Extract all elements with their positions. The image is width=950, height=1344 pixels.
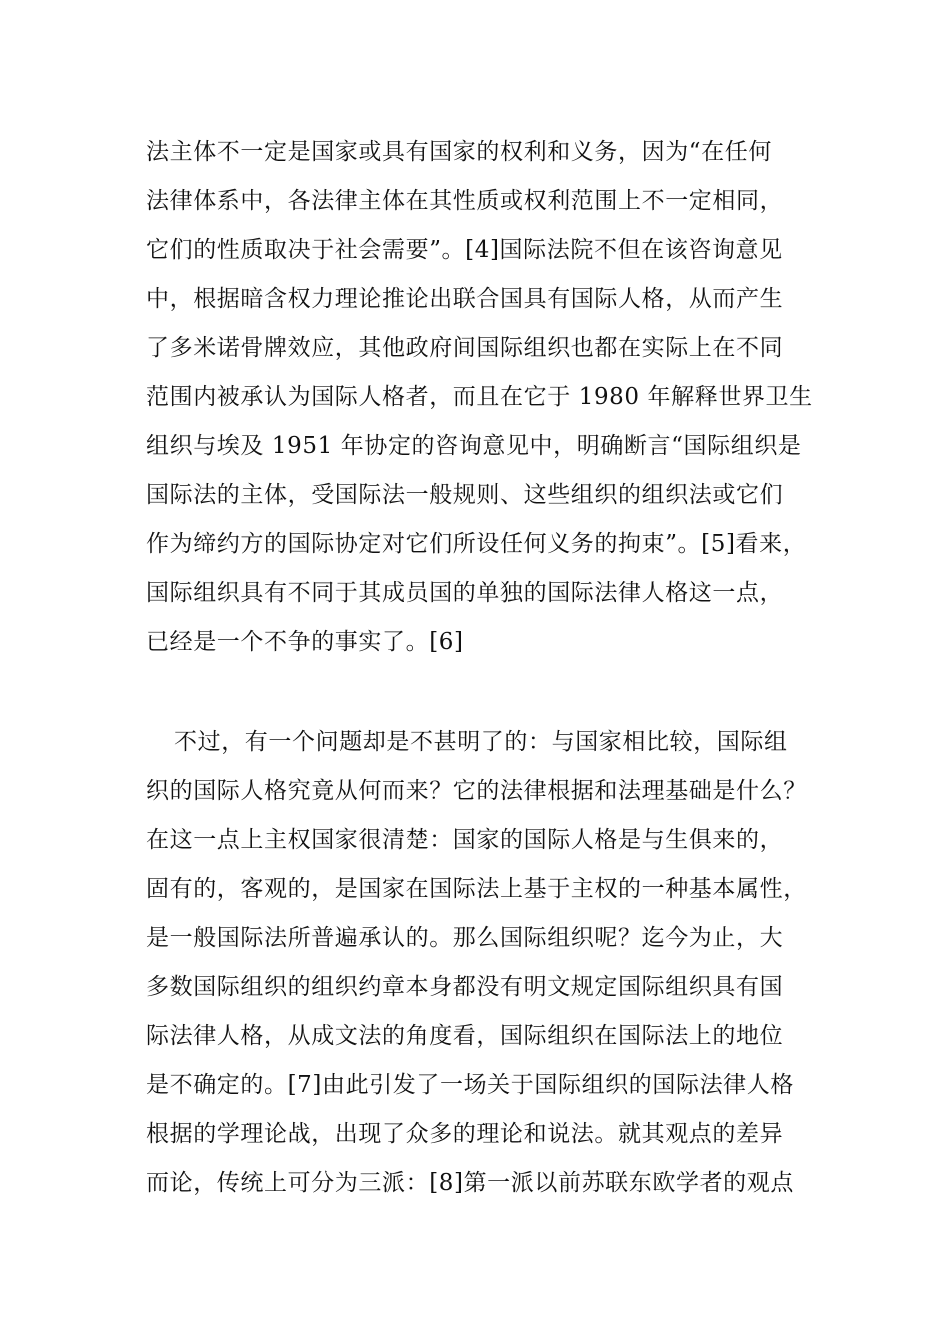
text-line: 际法律人格，从成文法的角度看，国际组织在国际法上的地位 xyxy=(146,1023,784,1049)
text-line: 组织与埃及 1951 年协定的咨询意见中，明确断言“国际组织是 xyxy=(146,433,802,459)
text-line: 范围内被承认为国际人格者，而且在它于 1980 年解释世界卫生 xyxy=(146,384,813,410)
text-line: 已经是一个不争的事实了。[6] xyxy=(146,629,464,655)
text-line: 织的国际人格究竟从何而来？它的法律根据和法理基础是什么？ xyxy=(146,778,807,804)
text-line: 不过，有一个问题却是不甚明了的：与国家相比较，国际组 xyxy=(174,729,788,755)
paragraph xyxy=(146,128,836,667)
text-line: 国际法的主体，受国际法一般规则、这些组织的组织法或它们 xyxy=(146,482,784,508)
text-line: 它们的性质取决于社会需要”。[4]国际法院不但在该咨询意见 xyxy=(146,237,783,263)
text-line: 是不确定的。[7]由此引发了一场关于国际组织的国际法律人格 xyxy=(146,1072,794,1098)
text-line: 作为缔约方的国际协定对它们所设任何义务的拘束”。[5]看来， xyxy=(146,531,807,557)
paragraph xyxy=(146,718,836,1208)
text-line: 多数国际组织的组织约章本身都没有明文规定国际组织具有国 xyxy=(146,974,784,1000)
text-line: 了多米诺骨牌效应，其他政府间国际组织也都在实际上在不同 xyxy=(146,335,784,361)
text-line: 而论，传统上可分为三派：[8]第一派以前苏联东欧学者的观点 xyxy=(146,1170,794,1196)
text-line: 中，根据暗含权力理论推论出联合国具有国际人格，从而产生 xyxy=(146,286,784,312)
text-line: 固有的，客观的，是国家在国际法上基于主权的一种基本属性， xyxy=(146,876,807,902)
text-line: 法律体系中，各法律主体在其性质或权利范围上不一定相同， xyxy=(146,188,784,214)
text-line: 国际组织具有不同于其成员国的单独的国际法律人格这一点， xyxy=(146,580,784,606)
text-line: 是一般国际法所普遍承认的。那么国际组织呢？迄今为止，大 xyxy=(146,925,784,951)
text-line: 在这一点上主权国家很清楚：国家的国际人格是与生俱来的， xyxy=(146,827,784,853)
text-line: 法主体不一定是国家或具有国家的权利和义务，因为“在任何 xyxy=(146,139,772,165)
text-line: 根据的学理论战，出现了众多的理论和说法。就其观点的差异 xyxy=(146,1121,784,1147)
